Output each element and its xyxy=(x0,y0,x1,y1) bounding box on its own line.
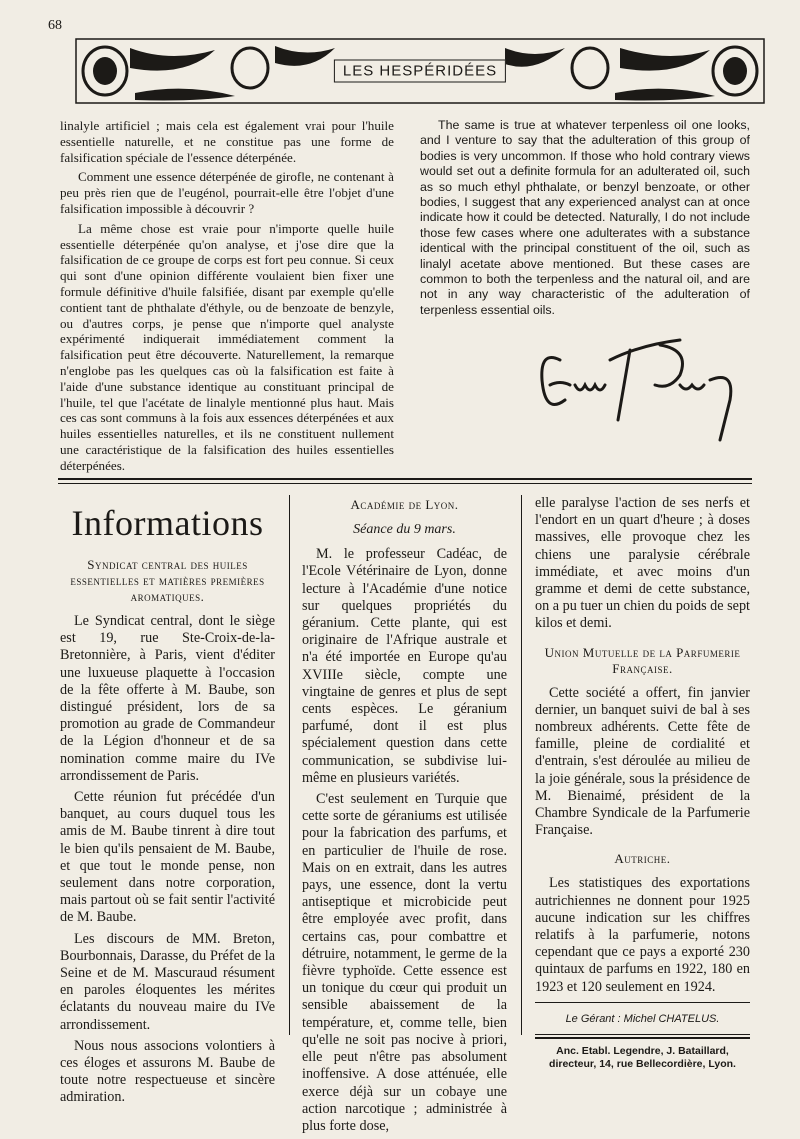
footer-rule xyxy=(535,1002,750,1003)
syndicat-heading: Syndicat central des huiles essentielles et matières premières aromatiques. xyxy=(70,557,265,604)
page-number: 68 xyxy=(48,18,62,33)
header-banner xyxy=(75,38,765,104)
paragraph: Cette réunion fut précédée d'un banquet, au cours duquel tous les amis de M. Baube tinrent à dire tout le bien qu'ils pensaient de M. Baube, et que tout le monde pense, non seulement dans notre corporation, mais partout où se fait sentir l'activité de M. Baube. xyxy=(60,789,275,926)
paragraph: C'est seulement en Turquie que cette sorte de géraniums est utilisée pour la fabrication des parfums, et en particulier de l'huile de rose. Mais on en extrait, dans les autres pays, une essence, dont la vertu antiseptique et microbicide peut être employée avec profit, dans certains cas, pour combattre et détruire, notamment, le germe de la fièvre typhoïde. Cette essence est un tonique du cœur qui produit un sensible abaissement de la température, et, comme telle, bien qu'elle ne soit pas nocive à priori, elle peut n'être pas absolument inoffensive. A dose atténuée, elle exerce déjà sur un cobaye une action narcotique ; administrée à plus forte dose, xyxy=(302,791,507,1134)
section-divider xyxy=(58,478,752,480)
footer-rule xyxy=(535,1034,750,1035)
section-title: Informations xyxy=(71,503,264,543)
paragraph: Nous nous associons volontiers à ces éloges et assurons M. Baube de toute notre respectueuse et sincère admiration. xyxy=(60,1037,275,1106)
column-divider xyxy=(521,495,522,1035)
english-article-column xyxy=(420,118,750,322)
paragraph: Les discours de MM. Breton, Bourbonnais, Darasse, du Préfet de la Seine et de M. Mascuraud résument en paroles éloquentes les mérites éclatants du nouveau maire du IVe arrondissement. xyxy=(60,930,275,1033)
paragraph: linalyle artificiel ; mais cela est également vrai pour l'huile essentielle naturelle, et ne constitue pas une forme de falsification spéciale de l'essence déterpénée. xyxy=(60,118,394,165)
academie-heading: Académie de Lyon. xyxy=(350,497,459,512)
paragraph: M. le professeur Cadéac, de l'Ecole Vétérinaire de Lyon, donne lecture à l'Académie d'une notice sur quelques propriétés du géranium. Cette plante, qui est originaire de l'Afrique australe et n'a été importée en Europe qu'au XVIIIe siècle, compte une vingtaine de genres et plus de sept cents espèces. Le géranium parfumé, dont il est plus spécialement question dans cette communication, se subdivise lui-même en plusieurs variétés. xyxy=(302,546,507,786)
autriche-heading: Autriche. xyxy=(614,851,671,867)
column-divider xyxy=(289,495,290,1035)
journal-title: LES HESPÉRIDÉES xyxy=(334,60,506,83)
french-article-column xyxy=(60,118,394,478)
informations-column-3 xyxy=(535,495,750,1071)
informations-column-2 xyxy=(302,495,507,1139)
section-divider-thin xyxy=(58,483,752,484)
paragraph: The same is true at whatever terpenless oil one looks, and I venture to say that the adulteration of this group of bodies is very uncommon. If those who hold contrary views would set out a definite formula for an adulterated oil, such as so much ethyl phthalate, or benzyl benzoate, or other bodies, I suggest that any experienced analyst can at once indicate how it could be detected. Naturally, I do not include those few cases where one adulterates with a substance identical with the principal constituent of the oil, such as linalyl acetate above mentioned. But these cases are common to both the terpenless and the natural oil, and are not in any way characteristic of the adulteration of terpenless essential oils. xyxy=(420,118,750,317)
paragraph: La même chose est vraie pour n'importe quelle huile essentielle déterpénée qu'on analyse, et j'ose dire que la falsification de ce groupe de corps est fort peu connue. Si ceux qui sont d'une opinion différente voulaient bien fixer une formule définitive d'huile falsifiée, disant par exemple qu'elle contient tant de phthalate d'éthyle, ou de benzoate de benzyle, ou d'autres corps, je pense que n'importe quel analyste expérimenté indiquerait immédiatement comment la falsification peut être découverte. Naturellement, la remarque n'englobe pas les quelques cas où la falsification est faite à l'aide d'une substance identique au constituant principal de l'huile, tel que l'acétate de linalyle mentionné plus haut. Mais ces cas sont communs à la fois aux essences déterpénées et aux huiles essentielles naturelles, et ils ne constituent nullement une caractéristique de la falsification des huiles essentielles déterpénées. xyxy=(60,220,394,473)
paragraph: elle paralyse l'action de ses nerfs et l'endort en un quart d'heure ; à doses massives, elle provoque chez les chiens une paralysie cérébrale immédiate, et avec moins d'un gramme et demi de cette substance, on a pu tuer un chien du poids de sept kilos et demi. xyxy=(535,495,750,632)
paragraph: Comment une essence déterpénée de girofle, ne contenant à peu près rien que de l'eugénol, pourrait-elle être l'objet d'une falsification impossible à découvrir ? xyxy=(60,169,394,216)
signature-icon xyxy=(530,330,750,450)
printer-imprint: Anc. Etabl. Legendre, J. Bataillard, directeur, 14, rue Bellecordière, Lyon. xyxy=(549,1045,736,1071)
academie-subheading: Séance du 9 mars. xyxy=(353,522,456,537)
paragraph: Le Syndicat central, dont le siège est 19, rue Ste-Croix-de-la-Bretonnière, à Paris, vient d'éditer une luxueuse plaquette à l'occasion de la fête offerte à M. Baube, son distingué président, lors de sa promotion au grade de Commandeur de la Légion d'honneur et de sa nomination comme maire du IVe arrondissement de Paris. xyxy=(60,613,275,784)
author-signature xyxy=(530,330,750,450)
gerant-line: Le Gérant : Michel CHATELUS. xyxy=(565,1012,720,1025)
paragraph: Les statistiques des exportations autrichiennes ne donnent pour 1925 aucune indication sur les chiffres relatifs à la parfumerie, notons cependant que ce pays a exporté 230 quintaux de parfums en 1922, 180 en 1923 et 120 seulement en 1924. xyxy=(535,875,750,995)
paragraph: Cette société a offert, fin janvier dernier, un banquet suivi de bal à ses nombreux adhérents. Cette fête de famille, pleine de cordialité et d'entrain, s'est déroulée au milieu de la joie générale, sous la présidence de M. Bienaimé, président de la Chambre Syndicale de la Parfumerie Française. xyxy=(535,684,750,839)
union-heading: Union Mutuelle de la Parfumerie Française. xyxy=(544,644,741,676)
informations-column-1 xyxy=(60,495,275,1111)
